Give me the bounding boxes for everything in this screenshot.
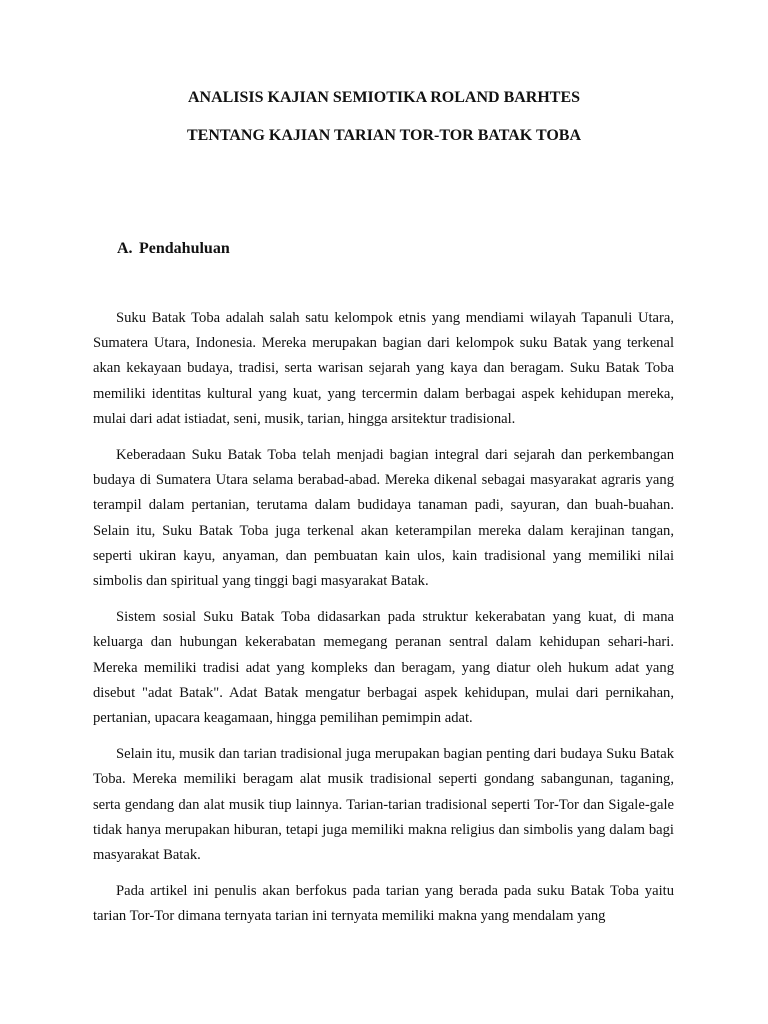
section-title: Pendahuluan: [139, 240, 230, 257]
section-letter: A.: [117, 240, 133, 257]
paragraph-5: Pada artikel ini penulis akan berfokus pada tarian yang berada pada suku Batak Toba yaitu tarian Tor-Tor dimana ternyata tarian ini ternyata memiliki makna yang mendalam yang: [93, 883, 674, 925]
document-title-line-1: ANALISIS KAJIAN SEMIOTIKA ROLAND BARHTES: [187, 89, 581, 106]
body-text: [93, 306, 674, 941]
section-heading: [117, 240, 230, 258]
document-title-line-2: TENTANG KAJIAN TARIAN TOR-TOR BATAK TOBA: [186, 127, 581, 144]
paragraph-2: Keberadaan Suku Batak Toba telah menjadi bagian integral dari sejarah dan perkembangan budaya di Sumatera Utara selama berabad-abad. Mereka dikenal sebagai masyarakat agraris yang terampil dalam pertanian, terutama dalam budidaya tanaman padi, sayuran, dan buah-buahan. Selain itu, Suku Batak Toba juga terkenal akan keterampilan mereka dalam kerajinan tangan, seperti ukiran kayu, anyaman, dan pembuatan kain ulos, kain tradisional yang memiliki nilai simbolis dan spiritual yang tinggi bagi masyarakat Batak.: [93, 447, 674, 590]
paragraph-4: Selain itu, musik dan tarian tradisional juga merupakan bagian penting dari budaya Suku Batak Toba. Mereka memiliki beragam alat musik tradisional seperti gondang sabangunan, taganing, serta gendang dan alat musik tiup lainnya. Tarian-tarian tradisional seperti Tor-Tor dan Sigale-gale tidak hanya merupakan hiburan, tetapi juga memiliki makna religius dan simbolis yang dalam bagi masyarakat Batak.: [93, 746, 674, 864]
paragraph-1: Suku Batak Toba adalah salah satu kelompok etnis yang mendiami wilayah Tapanuli Utara, Sumatera Utara, Indonesia. Mereka merupakan bagian dari kelompok suku Batak yang terkenal akan kekayaan budaya, tradisi, serta warisan sejarah yang kaya dan beragam. Suku Batak Toba memiliki identitas kultural yang kuat, yang tercermin dalam berbagai aspek kehidupan mereka, mulai dari adat istiadat, seni, musik, tarian, hingga arsitektur tradisional.: [93, 310, 674, 427]
paragraph-3: Sistem sosial Suku Batak Toba didasarkan pada struktur kekerabatan yang kuat, di mana keluarga dan hubungan kekerabatan memegang peranan sentral dalam kehidupan sehari-hari. Mereka memiliki tradisi adat yang kompleks dan beragam, yang diatur oleh hukum adat yang disebut "adat Batak". Adat Batak mengatur berbagai aspek kehidupan, mulai dari pernikahan, pertanian, upacara keagamaan, hingga pemilihan pemimpin adat.: [93, 609, 674, 727]
